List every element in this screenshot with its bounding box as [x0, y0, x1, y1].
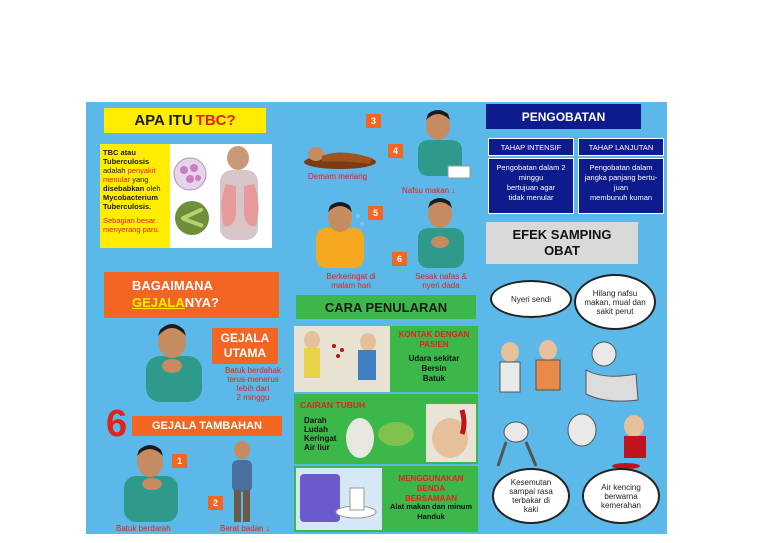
treatment-banner: PENGOBATAN [486, 104, 641, 129]
desc-line-1: TBC atau [103, 148, 136, 157]
continuation-phase-text [578, 158, 664, 214]
main-symptom-desc-2: terus-menerus [227, 375, 279, 384]
symptom-number-4: 4 [388, 144, 403, 158]
lungs-illustration [170, 144, 272, 248]
desc-line-6: yang [132, 175, 149, 184]
bodily-fluids-illustration [340, 404, 476, 462]
bodily-fluids-items [304, 416, 336, 452]
continuation-phase-head: TAHAP LANJUTAN [578, 138, 664, 156]
symptom-label-2: Berat badan ↓ [220, 524, 270, 533]
bubble-joint-pain: Nyeri sendi [490, 280, 572, 318]
contact-items [390, 354, 478, 384]
bubble-appetite: Hilang nafsu makan, mual dan sakit perut [574, 274, 656, 330]
symptom-number-5: 5 [368, 206, 383, 220]
what-is-tbc-title-b: TBC? [195, 112, 236, 129]
contact-item-2: Bersin [421, 364, 447, 373]
desc-line-4: penyakit [127, 166, 156, 175]
main-symptom-label [212, 328, 278, 364]
main-symptom-desc-3: lebih dari [236, 384, 270, 393]
appetite-illustration [408, 110, 474, 186]
desc-line-2: Tuberculosis [103, 157, 150, 166]
intensive-line-4: tidak menular [508, 193, 554, 202]
intensive-line-2: minggu [518, 173, 544, 182]
symptoms-title-1: BAGAIMANA [132, 278, 213, 293]
tbc-poster [86, 102, 667, 534]
continuation-line-4: membunuh kuman [589, 193, 653, 202]
intensive-line-1: Pengobatan dalam 2 [496, 163, 566, 172]
continuation-line-1: Pengobatan dalam [589, 163, 653, 172]
coughing-man-illustration [138, 322, 208, 402]
shared-items-title [386, 474, 476, 504]
side-effects-title-1: EFEK SAMPING [512, 227, 612, 242]
night-sweat-illustration [312, 202, 374, 268]
contact-item-3: Batuk [422, 374, 446, 383]
treatment-table [488, 138, 664, 214]
symptom-label-5: Berkeringat di malam hari [326, 272, 376, 290]
symptoms-banner [104, 272, 279, 318]
main-symptom-title-2: UTAMA [223, 346, 267, 360]
symptom-label-1: Batuk berdarah [116, 524, 171, 533]
fluid-item-1: Darah [304, 416, 327, 425]
intensive-phase-head: TAHAP INTENSIF [488, 138, 574, 156]
fluid-item-4: Air liur [304, 443, 330, 452]
six-numeral: 6 [106, 403, 128, 445]
contact-title [390, 330, 478, 350]
intensive-phase-text [488, 158, 574, 214]
chest-pain-illustration [408, 198, 472, 268]
weight-loss-illustration [218, 440, 264, 524]
fluid-item-3: Keringat [304, 434, 337, 443]
symptom-number-6: 6 [392, 252, 407, 266]
side-effects-banner [486, 222, 638, 264]
what-is-tbc-banner [104, 108, 266, 133]
what-is-tbc-title-a: APA ITU [134, 112, 193, 129]
desc-line-3: adalah [103, 166, 126, 175]
shared-item-1: Alat makan dan minum [389, 502, 473, 511]
symptom-number-1: 1 [172, 454, 187, 468]
desc-line-5: menular [103, 175, 131, 184]
contact-title-1: KONTAK DENGAN [398, 330, 470, 339]
transmission-banner: CARA PENULARAN [296, 295, 476, 319]
shared-items-list [386, 502, 476, 522]
shared-items-illustration [296, 468, 382, 530]
shared-items-panel [294, 466, 478, 532]
continuation-line-2: jangka panjang bertu- [584, 173, 658, 182]
contact-title-2: PASIEN [419, 340, 449, 349]
main-symptom-title-1: GEJALA [220, 331, 270, 345]
fluid-item-2: Ludah [304, 425, 328, 434]
desc-line-11: Sebagian besar [103, 216, 156, 225]
main-symptom-desc-1: Batuk berdahak [224, 366, 282, 375]
continuation-line-3: juan [613, 183, 629, 192]
symptom-number-3: 3 [366, 114, 381, 128]
additional-symptoms-banner: GEJALA TAMBAHAN [132, 416, 282, 436]
contact-illustration [294, 326, 390, 392]
symptom-label-4: Nafsu makan ↓ [402, 186, 456, 195]
bodily-fluids-title: CAIRAN TUBUH [300, 400, 366, 410]
symptom-number-2: 2 [208, 496, 223, 510]
symptom-label-6: Sesak nafas & nyeri dada [415, 272, 467, 290]
bodily-fluids-panel [294, 394, 478, 464]
symptoms-title-2a: GEJALA [132, 295, 185, 310]
tbc-description-panel [100, 144, 170, 248]
fever-illustration [300, 136, 378, 170]
shared-items-title-1: MENGGUNAKAN BENDA [398, 474, 464, 493]
desc-line-10: Tuberculosis. [103, 202, 152, 211]
side-effects-title-2: OBAT [544, 243, 580, 258]
desc-line-8: oleh [146, 184, 161, 193]
contact-panel [294, 326, 478, 392]
desc-line-7: disebabkan [103, 184, 145, 193]
desc-line-12: menyerang paru. [103, 225, 160, 234]
shared-items-title-2: BERSAMAAN [405, 494, 457, 503]
shared-item-2: Handuk [417, 512, 445, 521]
bubble-red-urine: Air kencing berwarna kemerahan [582, 468, 660, 524]
symptom-label-3: Demam meriang [308, 172, 368, 181]
side-effects-illustration [486, 330, 662, 470]
main-symptom-desc [218, 366, 288, 402]
intensive-line-3: bertujuan agar [506, 183, 556, 192]
symptoms-title-2b: NYA? [184, 295, 219, 310]
main-symptom-desc-4: 2 minggu [236, 393, 270, 402]
desc-line-9: Mycobacterium [103, 193, 159, 202]
bubble-tingling: Kesemutan sampai rasa terbakar di kaki [492, 468, 570, 524]
contact-item-1: Udara sekitar [408, 354, 460, 363]
